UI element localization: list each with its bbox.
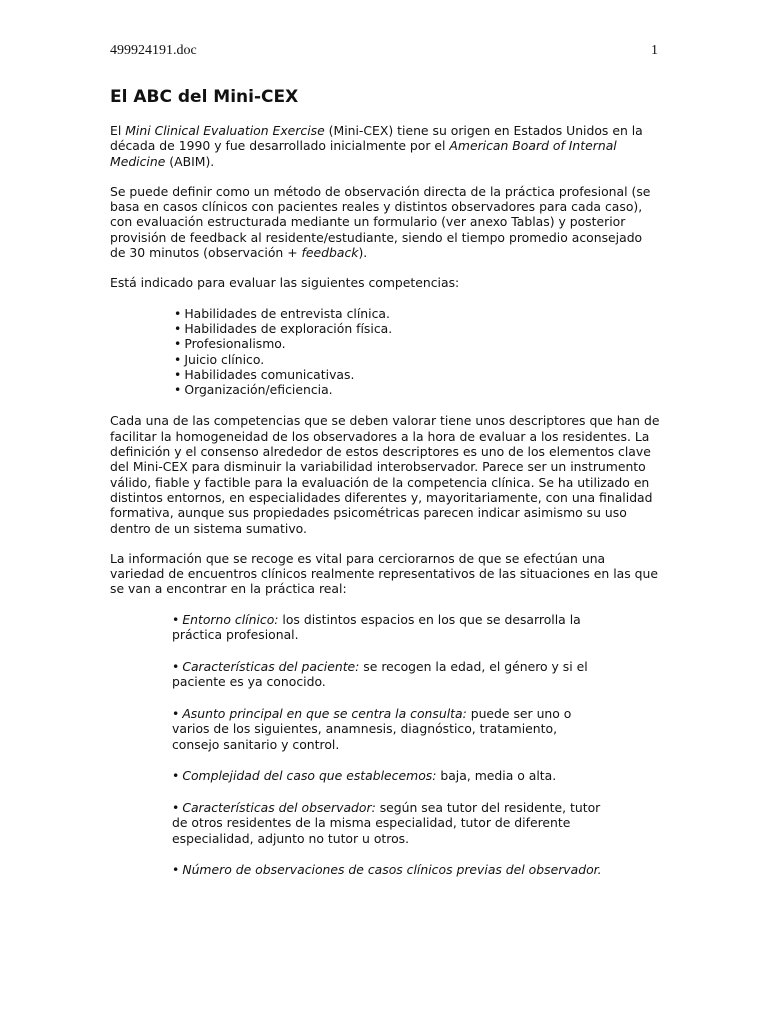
list-item [172,612,602,643]
list-item [172,800,602,846]
bullet-icon: • [172,768,180,784]
list-item: • Habilidades de exploración física. [174,320,393,336]
document-body [110,123,660,894]
list-item: • Organización/eficiencia. [174,382,333,398]
emphasis-text: feedback [301,245,359,261]
list-item: • Profesionalismo. [174,336,286,352]
emphasis-text: American Board of Internal Medicine [110,138,617,169]
bullet-icon: • [172,862,180,878]
list-item [172,768,602,783]
bullet-icon: • [174,351,182,367]
competencies-intro: Está indicado para evaluar las siguientes competencias: [110,275,460,291]
list-item: • Habilidades comunicativas. [174,366,355,382]
competencies-list [110,306,660,398]
item-label: Características del paciente: [182,658,360,674]
list-item [172,862,602,877]
item-text: según sea tutor del residente, tutor de otros residentes de la misma especialidad, tutor de diferente especialidad, adjunto no tutor u otros. [172,800,601,846]
page-header [110,42,658,60]
bullet-icon: • [172,800,180,816]
definition-paragraph: Se puede definir como un método de observación directa de la práctica profesional (se basa en casos clínicos con pacientes reales y distintos observadores para cada caso), con evaluación estructurada mediante un formulario (ver anexo Tablas) y posterior provisión de feedback al residente/estudiante, siendo el tiempo promedio aconsejado de 30 minutos (observación + feedback). [110,183,651,261]
bullet-icon: • [172,611,180,627]
list-item [172,706,602,752]
bullet-icon: • [172,658,180,674]
bullet-icon: • [174,305,182,321]
item-label: Asunto principal en que se centra la consulta: [182,705,467,721]
list-item [172,659,602,690]
intro-paragraph: El Mini Clinical Evaluation Exercise (Mini-CEX) tiene su origen en Estados Unidos en la década de 1990 y fue desarrollado inicialmente por el American Board of Internal Medicine (ABIM). [110,123,643,169]
item-text: baja, media o alta. [436,768,557,784]
bullet-icon: • [174,336,182,352]
item-label: Número de observaciones de casos clínicos previas del observador. [182,862,602,878]
bullet-icon: • [174,320,182,336]
bullet-icon: • [174,366,182,382]
item-label: Características del observador: [182,800,376,816]
information-paragraph: La información que se recoge es vital para cerciorarnos de que se efectúan una variedad de encuentros clínicos realmente representativos de las situaciones en las que se van a encontrar en la práctica real: [110,550,658,597]
list-item: • Juicio clínico. [174,351,265,367]
document-title: El ABC del Mini-CEX [110,87,299,107]
list-item: • Habilidades de entrevista clínica. [174,305,390,321]
doc-filename: 499924191.doc [110,43,197,58]
item-label: Entorno clínico: [182,611,279,627]
bullet-icon: • [174,382,182,398]
item-label: Complejidad del caso que establecemos: [182,768,437,784]
descriptors-paragraph: Cada una de las competencias que se deben valorar tiene unos descriptores que han de facilitar la homogeneidad de los observadores a la hora de evaluar a los residentes. La definición y el consenso alrededor de estos descriptores es uno de los elementos clave del Mini-CEX para disminuir la variabilidad interobservador. Parece ser un instrumento válido, fiable y factible para la evaluación de la competencia clínica. Se ha utilizado en distintos entornos, en especialidades diferentes y, mayoritariamente, con una finalidad formativa, aunque sus propiedades psicométricas parecen indicar asimismo su uso dentro de un sistema sumativo. [110,413,660,536]
item-text: se recogen la edad, el género y si el paciente es ya conocido. [172,658,588,690]
item-text: los distintos espacios en los que se desarrolla la práctica profesional. [172,611,581,643]
bullet-icon: • [172,705,180,721]
encounter-items-list [110,612,602,878]
page-number: 1 [651,43,658,58]
emphasis-text: Mini Clinical Evaluation Exercise [125,123,325,138]
item-text: puede ser uno o varios de los siguientes, anamnesis, diagnóstico, tratamiento, consejo sanitario y control. [172,705,572,752]
